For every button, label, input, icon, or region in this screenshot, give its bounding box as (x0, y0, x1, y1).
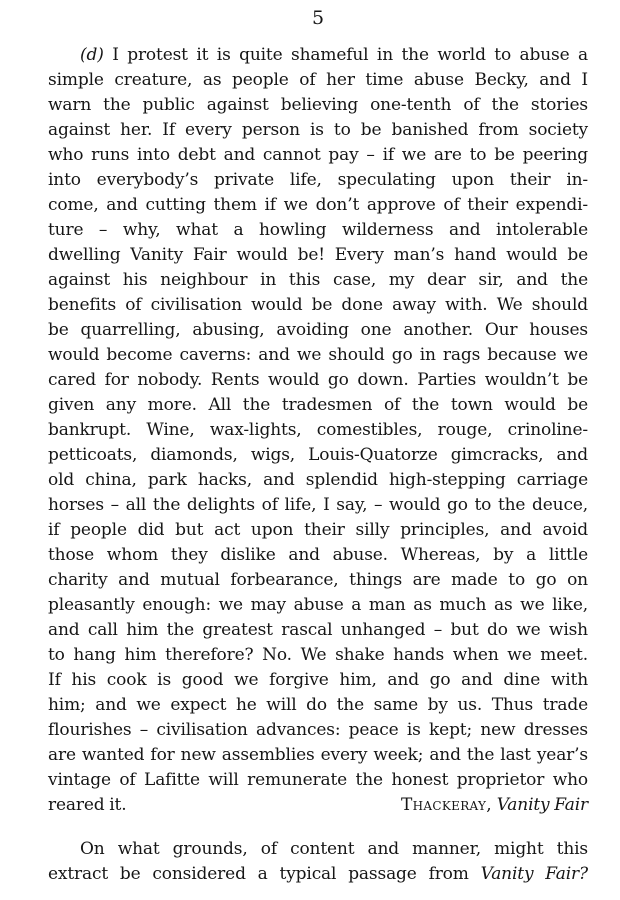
passage-line: charity and mutual forbearance, things are made to go on (48, 570, 588, 590)
passage-line: who runs into debt and cannot pay – if we are to be peering (48, 145, 588, 165)
passage-line: cared for nobody. Rents would go down. Parties wouldn’t be (48, 370, 588, 390)
passage-line: him; and we expect he will do the same by us. Thus trade (48, 695, 588, 715)
passage-line: and call him the greatest rascal unhanged – but do we wish (48, 620, 588, 640)
passage-extract (48, 43, 588, 818)
attribution-title: Vanity Fair (496, 795, 588, 815)
passage-line: come, and cutting them if we don’t approve of their expendi- (48, 195, 588, 215)
passage-line: those whom they dislike and abuse. Whereas, by a little (48, 545, 588, 565)
passage-line: benefits of civilisation would be done away with. We should (48, 295, 588, 315)
passage-line: If his cook is good we forgive him, and go and dine with (48, 670, 588, 690)
passage-line: would become caverns: and we should go in rags because we (48, 345, 588, 365)
passage-line: ture – why, what a howling wilderness and intolerable (48, 220, 588, 240)
passage-line: flourishes – civilisation advances: peace is kept; new dresses (48, 720, 588, 740)
question-line: On what grounds, of content and manner, might this (80, 839, 588, 859)
passage-line: simple creature, as people of her time abuse Becky, and I (48, 70, 588, 90)
attribution-author: Thackeray, (401, 795, 492, 815)
passage-line: vintage of Lafitte will remunerate the honest proprietor who (48, 770, 588, 790)
passage-line (48, 43, 588, 68)
passage-line: to hang him therefore? No. We shake hands when we meet. (48, 645, 588, 665)
passage-line: pleasantly enough: we may abuse a man as much as we like, (48, 595, 588, 615)
passage-line: given any more. All the tradesmen of the town would be (48, 395, 588, 415)
passage-line: if people did but act upon their silly principles, and avoid (48, 520, 588, 540)
passage-line: are wanted for new assemblies every week; and the last year’s (48, 745, 588, 765)
passage-line: against her. If every person is to be banished from society (48, 120, 588, 140)
book-page (48, 0, 588, 900)
passage-line: bankrupt. Wine, wax-lights, comestibles, rouge, crinoline- (48, 420, 588, 440)
question-work-title: Vanity Fair? (480, 864, 588, 884)
passage-line: petticoats, diamonds, wigs, Louis-Quatorze gimcracks, and (48, 445, 588, 465)
page-number: 5 (311, 7, 325, 29)
question-line (48, 862, 588, 887)
attribution (401, 793, 588, 818)
question (48, 837, 588, 887)
passage-last-line-text: reared it. (48, 795, 127, 815)
passage-line: dwelling Vanity Fair would be! Every man’s hand would be (48, 245, 588, 265)
passage-label: (d) (80, 45, 104, 65)
passage-last-line (48, 793, 588, 818)
passage-line: horses – all the delights of life, I say, – would go to the deuce, (48, 495, 588, 515)
passage-first-line-text: I protest it is quite shameful in the world to abuse a (112, 45, 588, 65)
question-line-text: extract be considered a typical passage from (48, 864, 469, 884)
passage-line: warn the public against believing one-tenth of the stories (48, 95, 588, 115)
passage-line: old china, park hacks, and splendid high-stepping carriage (48, 470, 588, 490)
passage-line: against his neighbour in this case, my dear sir, and the (48, 270, 588, 290)
passage-line: into everybody’s private life, speculating upon their in- (48, 170, 588, 190)
passage-line: be quarrelling, abusing, avoiding one another. Our houses (48, 320, 588, 340)
